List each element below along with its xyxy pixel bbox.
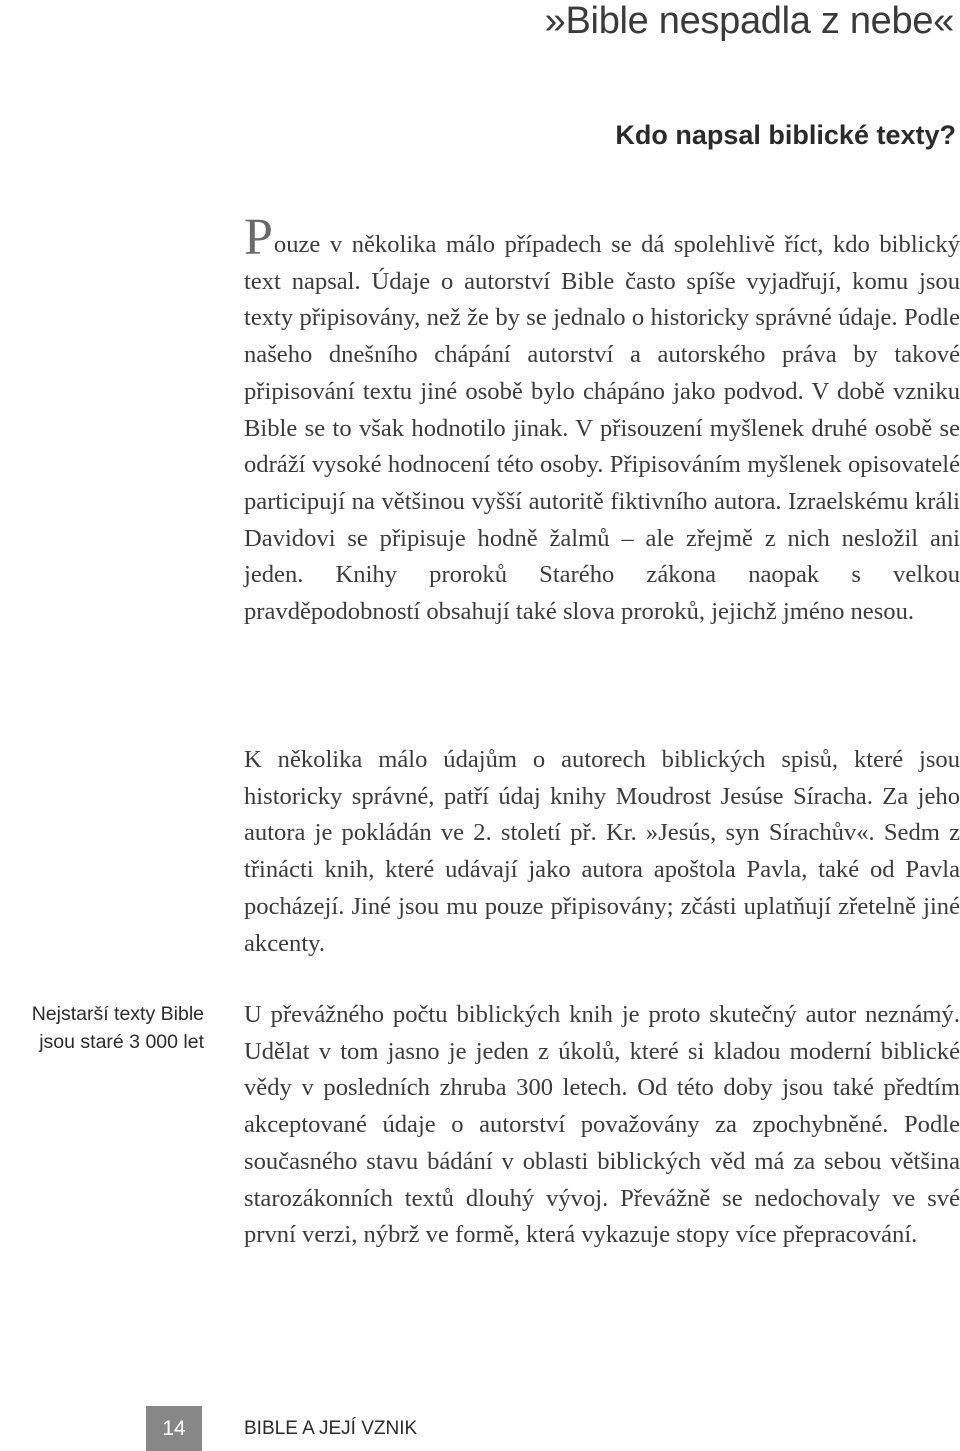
section-heading: Kdo napsal biblické texty? [615,120,956,150]
paragraph-2: K několika málo údajům o autorech biblických spisů, které jsou historicky správné, patří údaj knihy Moudrost Jesúse Síracha. Za jeho autora je pokládán ve 2. století př. Kr. »Jesús, syn Sírachův«. Sedm z třinácti knih, které udávají jako autora apoštola Pavla, také od Pavla pocházejí. Jiné jsou mu pouze připisovány; zčásti uplatňují zřetelně jiné akcenty. [244,746,960,957]
running-title: BIBLE A JEJÍ VZNIK [244,1418,418,1439]
drop-cap-initial: P [244,209,273,266]
paragraph-3: U převážného počtu biblických knih je proto skutečný autor neznámý. Udělat v tom jasno je jeden z úkolů, které si kladou moderní biblické vědy v posledních zhruba 300 letech. Od této doby jsou také předtím akceptované údaje o autorství považovány za zpochybněné. Podle současného stavu bádání v oblasti biblických věd má za sebou většina starozákonních textů dlouhý vývoj. Převážně se nedochovaly ve své první verzi, nýbrž ve formě, která vykazuje stopy více přepracování. [244,1001,960,1249]
page-footer [0,1406,960,1451]
header-title: »Bible nespadla z nebe« [544,0,954,42]
paragraph-1-text: ouze v několika málo případech se dá spolehlivě říct, kdo biblický text napsal. Údaje o autorství Bible často spíše vyjadřují, komu jsou texty připisovány, než že by se jednalo o historicky správné údaje. Podle našeho dnešního chápání autorství a autorského práva by takové připisování textu jiné osobě bylo chápáno jako podvod. V době vzniku Bible se to však hodnotilo jinak. V přisouzení myšlenek druhé osobě se odráží vysoké hodnocení této osoby. Připisováním myšlenek opisovatelé participují na většinou vyšší autoritě fiktivního autora. Izraelskému králi Davidovi se připisuje hodně žalmů – ale zřejmě z nich nesložil ani jeden. Knihy proroků Starého zákona naopak s velkou pravděpodobností obsahují také slova proroků, jejichž jméno nesou. [244,231,960,626]
margin-note-line-2: jsou staré 3 000 let [39,1031,204,1053]
page-number: 14 [146,1406,202,1451]
paragraph-1 [244,209,960,631]
margin-note-line-1: Nejstarší texty Bible [31,1003,204,1025]
margin-note [0,1000,204,1056]
